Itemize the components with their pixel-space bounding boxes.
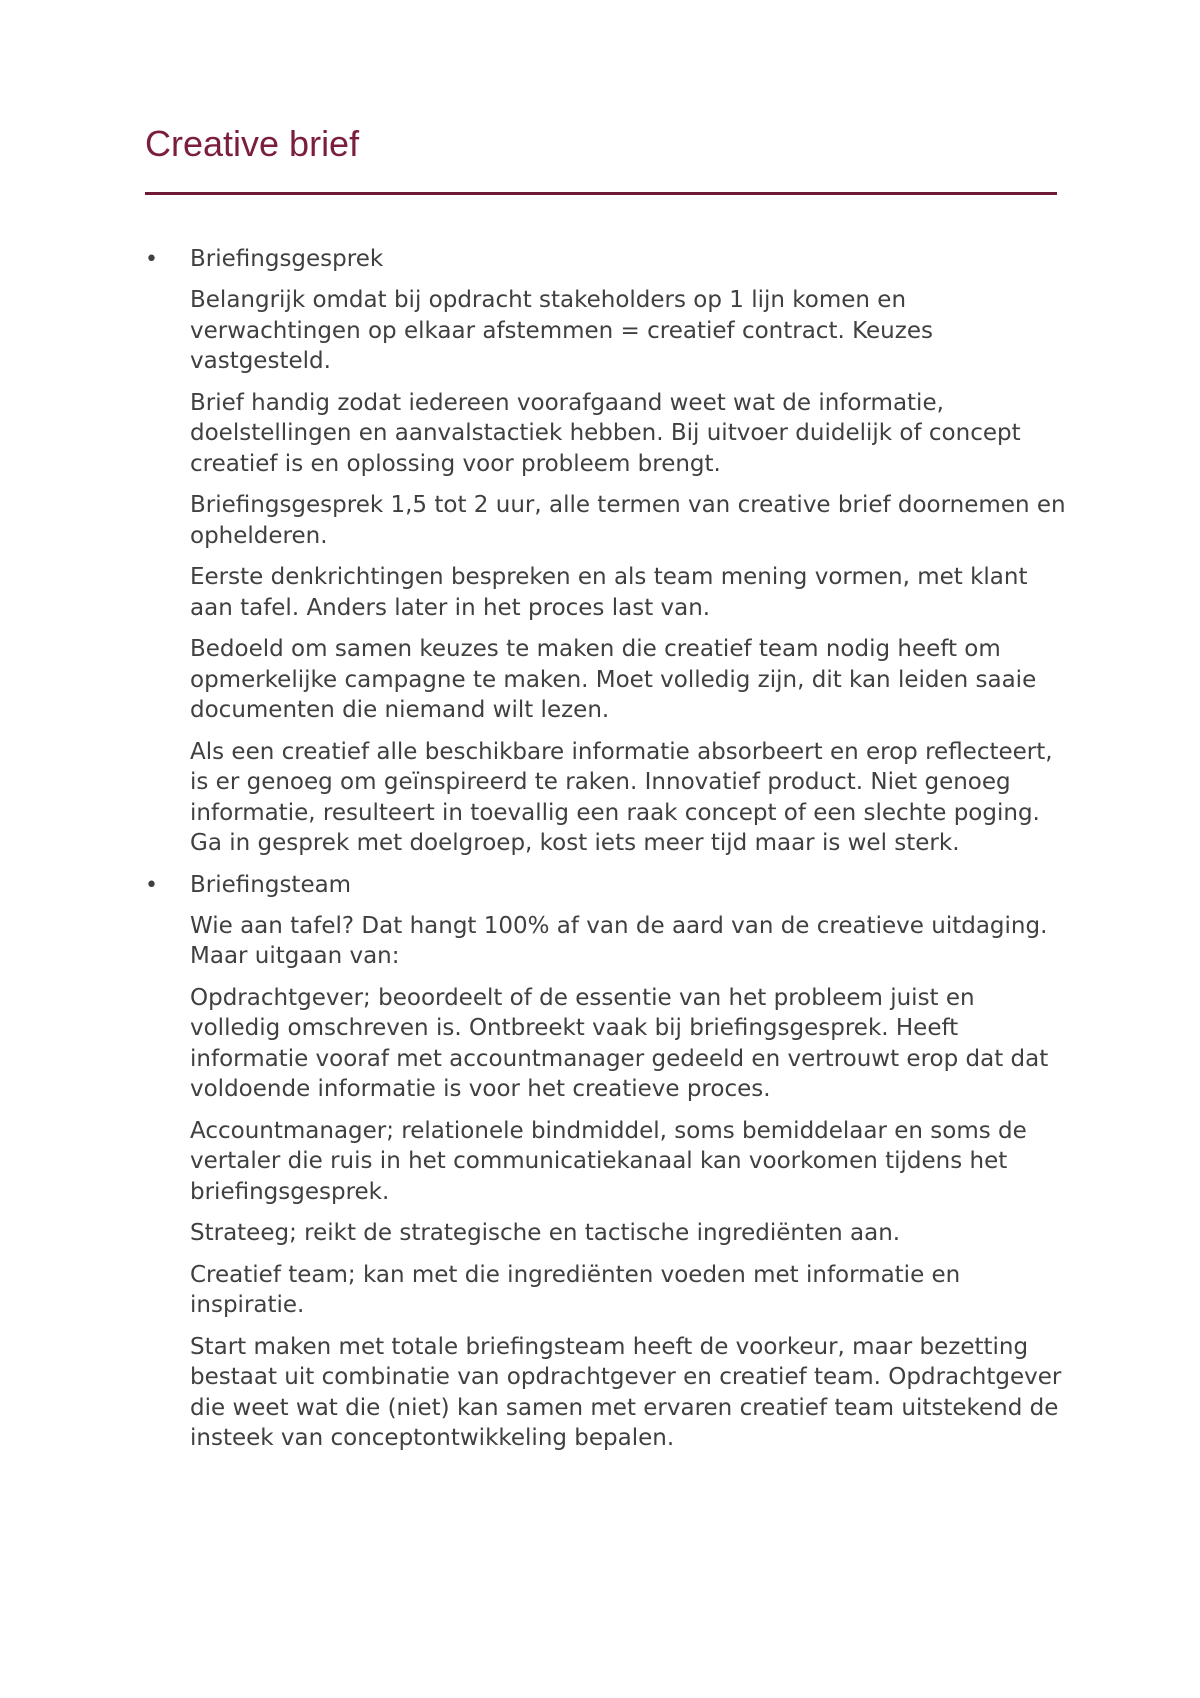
bullet-icon: • [145,872,158,898]
paragraph: Opdrachtgever; beoordeelt of de essentie van het probleem juist en volledig omschreven is. Ontbreekt vaak bij briefingsgesprek. Heeft informatie vooraf met accountmanager gedeeld en vertrouwt erop dat dat voldoende informatie is voor het creatieve proces. [190,984,1049,1102]
paragraph: Accountmanager; relationele bindmiddel, soms bemiddelaar en soms de vertaler die ruis in het communicatiekanaal kan voorkomen tijdens het briefingsgesprek. [190,1117,1027,1205]
paragraph: Bedoeld om samen keuzes te maken die creatief team nodig heeft om opmerkelijke campagne te maken. Moet volledig zijn, dit kan leiden saaie documenten die niemand wilt lezen. [190,636,1037,723]
title-underline-rule [145,192,1057,195]
paragraph: Brief handig zodat iedereen voorafgaand weet wat de informatie, doelstellingen en aanvalstactiek hebben. Bij uitvoer duidelijk of concept creatief is en oplossing voor probleem brengt. [190,389,1021,477]
bullet-item [145,870,1065,901]
paragraph: Belangrijk omdat bij opdracht stakeholders op 1 lijn komen en verwachtingen op elkaar afstemmen = creatief contract. Keuzes vastgesteld. [190,287,933,374]
paragraph: Creatief team; kan met die ingrediënten voeden met informatie en inspiratie. [190,1261,961,1318]
section-heading: Briefingsgesprek [190,246,384,272]
paragraph: Briefingsgesprek 1,5 tot 2 uur, alle termen van creative brief doornemen en ophelderen. [190,492,1066,549]
section-heading: Briefingsteam [190,871,352,898]
paragraph: Strateeg; reikt de strategische en tactische ingrediënten aan. [190,1220,901,1246]
document-body [145,244,1065,1465]
bullet-item [145,244,1065,275]
page-title: Creative brief [145,123,360,164]
paragraph: Wie aan tafel? Dat hangt 100% af van de aard van de creatieve uitdaging. Maar uitgaan van: [190,912,1048,969]
paragraph: Eerste denkrichtingen bespreken en als team mening vormen, met klant aan tafel. Anders later in het proces last van. [190,564,1028,621]
paragraph: Als een creatief alle beschikbare informatie absorbeert en erop reflecteert, is er genoeg om geïnspireerd te raken. Innovatief product. Niet genoeg informatie, resulteert in toevallig een raak concept of een slechte poging. Ga in gesprek met doelgroep, kost iets meer tijd maar is wel sterk. [190,738,1053,856]
paragraph: Start maken met totale briefingsteam heeft de voorkeur, maar bezetting bestaat uit combinatie van opdrachtgever en creatief team. Opdrachtgever die weet wat die (niet) kan samen met ervaren creatief team uitstekend de insteek van conceptontwikkeling bepalen. [190,1333,1062,1451]
bullet-icon: • [145,247,158,272]
section-briefingsteam [145,870,1065,1454]
section-briefingsgesprek [145,244,1065,859]
